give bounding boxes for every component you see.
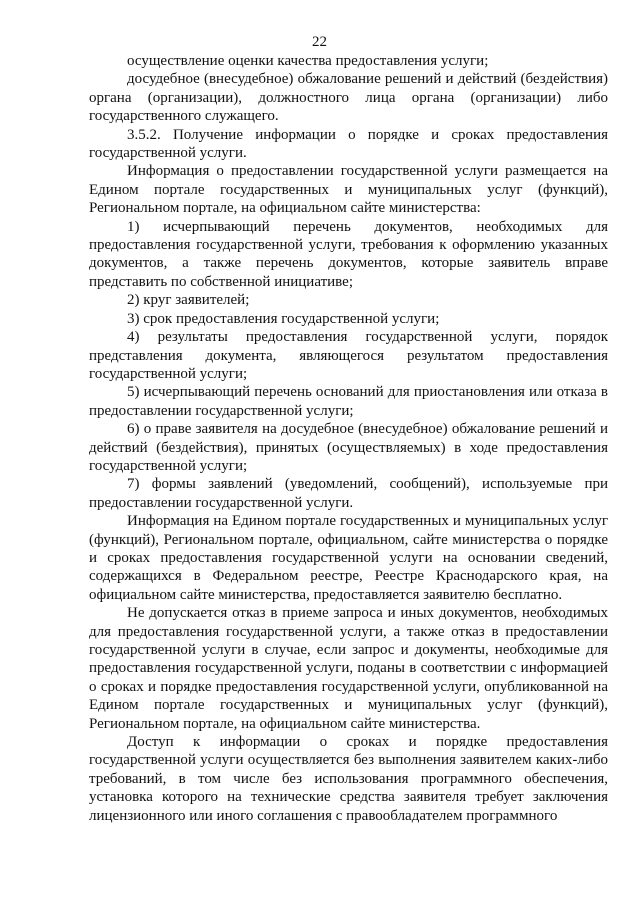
- list-item-5: 5) исчерпывающий перечень оснований для приостановления или отказа в предоставлении государственной услуги;: [89, 384, 608, 419]
- paragraph-section-3-5-2: 3.5.2. Получение информации о порядке и сроках предоставления государственной услуги.: [89, 126, 608, 162]
- list-item-2: 2) круг заявителей;: [127, 292, 250, 309]
- page-number: 22: [312, 34, 327, 50]
- paragraph-information-placement: Информация о предоставлении государственной услуги размещается на Едином портале государственных и муниципальных услуг (функций), Региональном портале, на официальном сайте министерства:: [89, 163, 608, 217]
- list-item-3: 3) срок предоставления государственной услуги;: [127, 310, 440, 327]
- paragraph-quality-assessment: осуществление оценки качества предоставления услуги;: [127, 53, 489, 69]
- list-item-4: 4) результаты предоставления государственной услуги, порядок представления документа, являющегося результатом предоставления государственной услуги;: [89, 329, 608, 382]
- document-body: [89, 52, 608, 825]
- paragraph-free-information: Информация на Едином портале государственных и муниципальных услуг (функций), Региональном портале, официальном, сайте министерства о порядке и сроках предоставления государственной услуги на основании сведений, содержащихся в Федеральном реестре, Реестре Краснодарского края, на официальном сайте министерства, предоставляется заявителю бесплатно.: [89, 513, 608, 603]
- paragraph-access-to-information: Доступ к информации о сроках и порядке предоставления государственной услуги осуществляется без выполнения заявителем каких-либо требований, в том числе без использования программного обеспечения, установка которого на технические средства заявителя требует заключения лицензионного или иного соглашения с правообладателем программного: [89, 734, 608, 824]
- paragraph-refusal-prohibited: Не допускается отказ в приеме запроса и иных документов, необходимых для предоставления государственной услуги, а также отказ в предоставлении государственной услуги в случае, если запрос и документы, необходимые для предоставления государственной услуги, поданы в соответствии с информацией о сроках и порядке предоставления государственной услуги, опубликованной на Едином портале государственных и муниципальных услуг (функций), Региональном портале, на официальном сайте министерства.: [89, 605, 608, 732]
- paragraph-pretrial-appeal: досудебное (внесудебное) обжалование решений и действий (бездействия) органа (организации), должностного лица органа (организации) либо государственного служащего.: [89, 71, 608, 125]
- list-item-7: 7) формы заявлений (уведомлений, сообщений), используемые при предоставлении государственной услуги.: [89, 476, 608, 511]
- list-item-6: 6) о праве заявителя на досудебное (внесудебное) обжалование решений и действий (бездействия), принятых (осуществляемых) в ходе предоставления государственной услуги;: [89, 421, 608, 474]
- list-item-1: 1) исчерпывающий перечень документов, необходимых для предоставления государственной услуги, требования к оформлению указанных документов, а также перечень документов, которые заявитель вправе представить по собственной инициативе;: [89, 218, 608, 290]
